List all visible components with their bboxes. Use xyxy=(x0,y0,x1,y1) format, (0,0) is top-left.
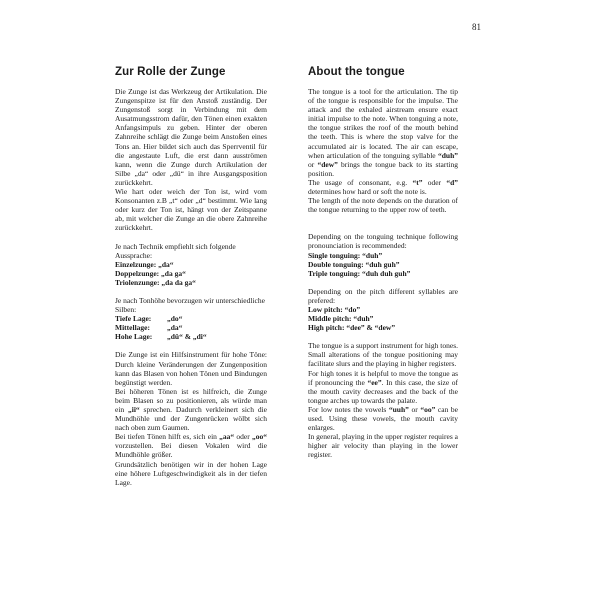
german-pitch-intro: Je nach Tonhöhe bevorzugen wir unterschiedliche Silben: xyxy=(115,295,265,315)
german-technique-item: Doppelzunge: „da ga“ xyxy=(115,268,186,278)
english-aux-block xyxy=(308,341,458,459)
german-pitch-item: Hohe Lage: „dü“ & „di“ xyxy=(115,332,207,342)
english-intro-3: The length of the note depends on the duration of the tongue returning to the upper row of teeth. xyxy=(308,196,458,215)
english-pitch-intro: Depending on the pitch different syllables are prefered: xyxy=(308,286,458,305)
english-technique-item: Triple tonguing: “duh duh guh” xyxy=(308,268,411,278)
page-number: 81 xyxy=(472,22,481,32)
german-aux-3: Bei tiefen Tönen hilft es, sich ein „aa“ oder „oo“ vorzustellen. Bei diesen Vokalen wird die Mundhöhle größer. xyxy=(115,432,267,460)
english-aux-3: For low notes the vowels “uuh” or “oo” can be used. Using these vowels, the mouth cavity enlarges. xyxy=(308,404,458,433)
english-technique-block xyxy=(308,232,458,277)
german-pitch-item: Mittellage: „da“ xyxy=(115,323,183,333)
english-pitch-item: Middle pitch: “duh” xyxy=(308,314,374,324)
german-aux-2: Bei höheren Tönen ist es hilfreich, die Zunge beim Blasen so zu positionieren, als würde man ein „ii“ sprechen. Dadurch verkleinert sich die Mundhöhle und der Zungenrücken wölbt sich nach oben zum Gaumen. xyxy=(115,386,267,433)
english-intro: The tongue is a tool for the articulation. The tip of the tongue is responsible for the impulse. The attack and the exhaled airstream ensure exact initial impulse to the note. When tonguing a note, the tongue strikes the roof of the mouth behind the teeth. This is where the stop valve for the accumulated air is located. The air can escape, when articulation of the tonguing syllable “duh” or “dew” brings the tongue back to its starting position. xyxy=(308,87,459,178)
german-aux-block xyxy=(115,350,267,486)
english-technique-item: Single tonguing: “duh” xyxy=(308,250,383,260)
german-pitch-block xyxy=(115,296,267,341)
english-title: About the tongue xyxy=(308,66,405,78)
german-technique-item: Einzelzunge: „da“ xyxy=(115,259,174,269)
english-technique-intro: Depending on the tonguing technique following pronounciation is recommended: xyxy=(308,232,458,251)
german-intro: Die Zunge ist das Werkzeug der Artikulation. Die Zungenspitze ist für den Anstoß zuständig. Der Zungenstoß sorgt in Verbindung mit dem Ausatmungsstrom dafür, den Tönen einen exakten Anfangsimpuls zu geben. Hinter der oberen Zahnreihe schlägt die Zunge beim Anstoßen eines Tons an. Hier bildet sich auch das Sperrventil für die angestaute Luft, die erst dann ausströmen kann, wenn die Zunge durch Artikulation der Silbe „da“ oder „dü“ in ihre Ausgangsposition zurückkehrt. xyxy=(115,87,267,187)
german-pitch-item: Tiefe Lage: „do“ xyxy=(115,314,183,324)
english-pitch-item: High pitch: “dee” & “dew” xyxy=(308,323,396,333)
german-aux-1: Die Zunge ist ein Hilfsinstrument für hohe Töne: Durch kleine Veränderungen der Zungenposition kann das Blasen von hohen Tönen und Bindungen begünstigt werden. xyxy=(115,350,267,387)
german-column xyxy=(115,66,267,496)
english-pitch-item: Low pitch: “do” xyxy=(308,304,361,314)
english-aux-2: For high tones it is helpful to move the tongue as if pronouncing the “ee”. In this case, the size of the mouth cavity decreases and the back of the tongue arches up towards the palate. xyxy=(308,368,459,405)
english-intro-2: The usage of consonant, e.g. “t” oder “d” determines how hard or soft the note is. xyxy=(308,177,458,197)
german-technique-item: Triolenzunge: „da da ga“ xyxy=(115,277,196,287)
english-technique-item: Double tonguing: “duh guh” xyxy=(308,259,400,269)
english-aux-4: In general, playing in the upper register requires a higher air velocity than playing in the lower register. xyxy=(308,432,458,460)
german-technique-block xyxy=(115,242,267,287)
english-pitch-block xyxy=(308,287,458,332)
english-intro-block xyxy=(308,87,458,214)
english-aux-1: The tongue is a support instrument for high tones. Small alterations of the tongue positioning may facilitate slurs and the playing in higher registers. xyxy=(308,341,458,369)
german-intro-2: Wie hart oder weich der Ton ist, wird vom Konsonanten z.B „t“ oder „d“ bestimmt. Wie lang oder kurz der Ton ist, hängt von der Zeitspanne ab, mit welcher die Zunge an die obere Zahnreihe zurückkehrt. xyxy=(115,187,267,233)
english-column xyxy=(308,66,458,468)
german-aux-4: Grundsätzlich benötigen wir in der hohen Lage eine höhere Luftgeschwindigkeit als in der tiefen Lage. xyxy=(115,459,267,487)
german-technique-intro: Je nach Technik empfiehlt sich folgende Aussprache: xyxy=(115,241,236,260)
german-intro-block xyxy=(115,87,267,233)
german-title: Zur Rolle der Zunge xyxy=(115,66,226,78)
